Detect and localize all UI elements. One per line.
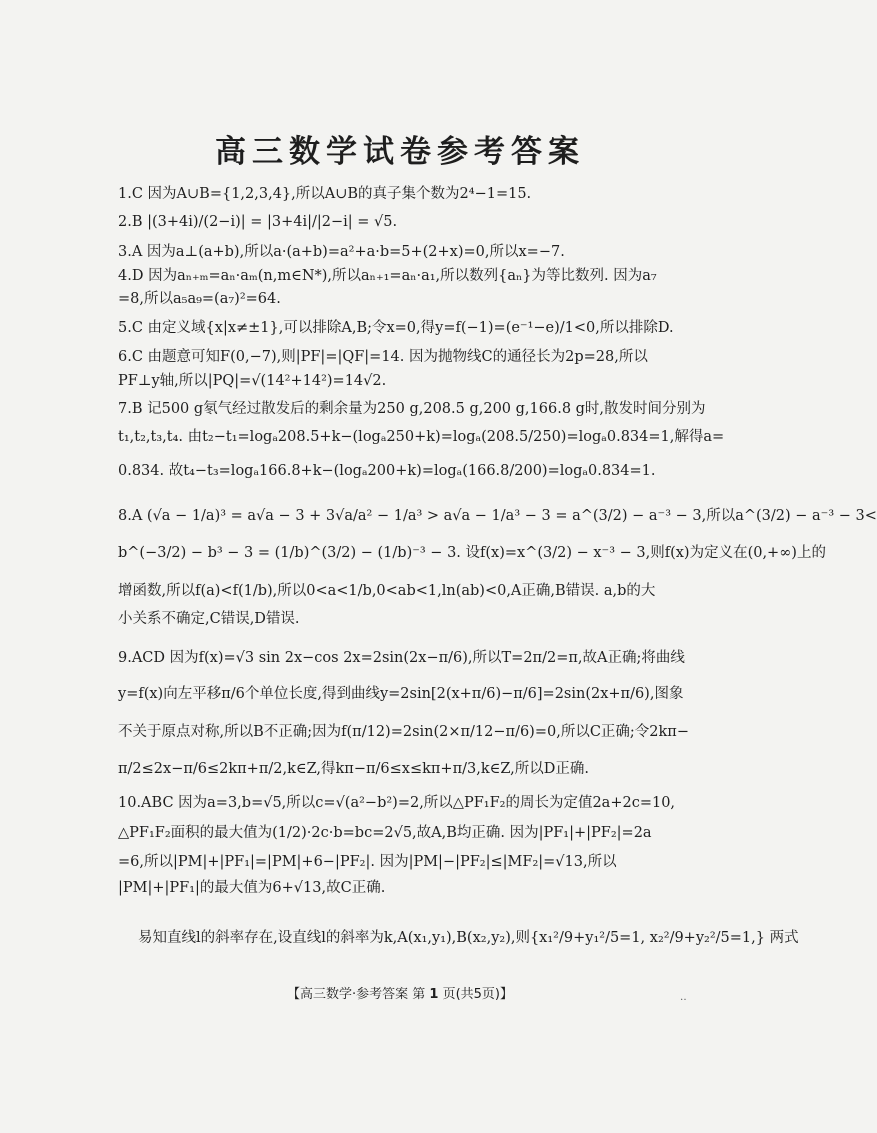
page-title: 高三数学试卷参考答案 bbox=[215, 134, 585, 170]
answer-line: 1.C 因为A∪B={1,2,3,4},所以A∪B的真子集个数为2⁴−1=15. bbox=[118, 186, 532, 202]
answer-line: 9.ACD 因为f(x)=√3 sin 2x−cos 2x=2sin(2x−π/6),所以T=2π/2=π,故A正确;将曲线 bbox=[118, 650, 685, 666]
answer-line: 6.C 由题意可知F(0,−7),则|PF|=|QF|=14. 因为抛物线C的通径长为2p=28,所以 bbox=[118, 349, 648, 365]
answer-line: 易知直线l的斜率存在,设直线l的斜率为k,A(x₁,y₁),B(x₂,y₂),则{x₁²/9+y₁²/5=1, x₂²/9+y₂²/5=1,} 两式 bbox=[138, 930, 799, 946]
answer-line: 4.D 因为aₙ₊ₘ=aₙ·aₘ(n,m∈N*),所以aₙ₊₁=aₙ·a₁,所以数列{aₙ}为等比数列. 因为a₇ bbox=[118, 268, 657, 284]
footer-page-number: 1 bbox=[429, 987, 439, 1002]
answer-line: △PF₁F₂面积的最大值为(1/2)·2c·b=bc=2√5,故A,B均正确. 因为|PF₁|+|PF₂|=2a bbox=[118, 825, 652, 841]
answer-line: b^(−3/2) − b³ − 3 = (1/b)^(3/2) − (1/b)⁻³ − 3. 设f(x)=x^(3/2) − x⁻³ − 3,则f(x)为定义在(0,+∞)上的 bbox=[118, 545, 826, 561]
answer-line: =6,所以|PM|+|PF₁|=|PM|+6−|PF₂|. 因为|PM|−|PF₂|≤|MF₂|=√13,所以 bbox=[118, 854, 617, 870]
answer-line: 小关系不确定,C错误,D错误. bbox=[118, 611, 300, 627]
answer-line: |PM|+|PF₁|的最大值为6+√13,故C正确. bbox=[118, 880, 386, 896]
answer-line: PF⊥y轴,所以|PQ|=√(14²+14²)=14√2. bbox=[118, 373, 387, 389]
answer-line: =8,所以a₅a₉=(a₇)²=64. bbox=[118, 291, 281, 307]
answer-line: y=f(x)向左平移π/6个单位长度,得到曲线y=2sin[2(x+π/6)−π/6]=2sin(2x+π/6),图象 bbox=[118, 686, 684, 702]
footer-left: 【高三数学·参考答案 第 bbox=[286, 987, 426, 1002]
answer-line: 3.A 因为a⊥(a+b),所以a·(a+b)=a²+a·b=5+(2+x)=0,所以x=−7. bbox=[118, 244, 565, 260]
answer-line: 8.A (√a − 1/a)³ = a√a − 3 + 3√a/a² − 1/a³ > a√a − 1/a³ − 3 = a^(3/2) − a⁻³ − 3,所以a^(3/2) − a⁻³ − 3< bbox=[118, 508, 877, 524]
footer-right: 页(共5页)】 bbox=[442, 987, 513, 1002]
answer-line: 7.B 记500 g氡气经过散发后的剩余量为250 g,208.5 g,200 g,166.8 g时,散发时间分别为 bbox=[118, 401, 706, 417]
answer-line: π/2≤2x−π/6≤2kπ+π/2,k∈Z,得kπ−π/6≤x≤kπ+π/3,k∈Z,所以D正确. bbox=[118, 761, 590, 777]
corner-mark: ‥ bbox=[680, 992, 687, 1003]
answer-line: 5.C 由定义域{x|x≠±1},可以排除A,B;令x=0,得y=f(−1)=(e⁻¹−e)/1<0,所以排除D. bbox=[118, 320, 674, 336]
answer-line: 10.ABC 因为a=3,b=√5,所以c=√(a²−b²)=2,所以△PF₁F₂的周长为定值2a+2c=10, bbox=[118, 795, 676, 811]
answer-line: t₁,t₂,t₃,t₄. 由t₂−t₁=logₐ208.5+k−(logₐ250+k)=logₐ(208.5/250)=logₐ0.834=1,解得a= bbox=[118, 429, 725, 445]
answer-line: 增函数,所以f(a)<f(1/b),所以0<a<1/b,0<ab<1,ln(ab)<0,A正确,B错误. a,b的大 bbox=[118, 583, 656, 599]
answer-line: 0.834. 故t₄−t₃=logₐ166.8+k−(logₐ200+k)=logₐ(166.8/200)=logₐ0.834=1. bbox=[118, 463, 656, 479]
answer-line: 2.B |(3+4i)/(2−i)| = |3+4i|/|2−i| = √5. bbox=[118, 214, 398, 230]
answer-line: 不关于原点对称,所以B不正确;因为f(π/12)=2sin(2×π/12−π/6)=0,所以C正确;令2kπ− bbox=[118, 724, 689, 740]
